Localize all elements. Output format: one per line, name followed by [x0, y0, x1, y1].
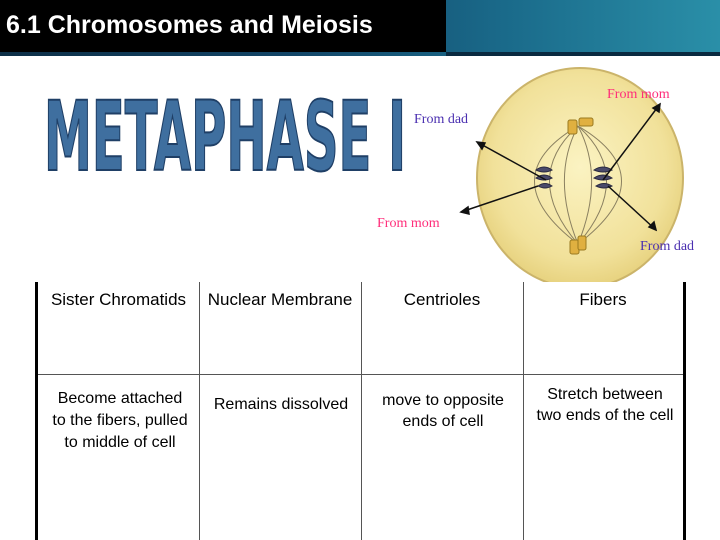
table-header-centrioles: Centrioles: [403, 290, 481, 309]
table-cell-centrioles: move to opposite ends of cell: [382, 392, 504, 430]
metaphase-title-text: METAPHASE I: [44, 81, 406, 178]
summary-table: [35, 282, 686, 540]
column-divider: [361, 282, 362, 540]
label-from-mom-top: From mom: [607, 87, 670, 102]
label-from-dad-bottom: From dad: [640, 239, 695, 254]
table-cell-fibers: Stretch between two ends of the cell: [536, 386, 674, 424]
column-divider: [199, 282, 200, 540]
label-from-mom-bottom: From mom: [377, 216, 440, 231]
table-header-sister-chromatids: Sister Chromatids: [50, 290, 187, 309]
table-header-nuclear-membrane: Nuclear Membrane: [207, 290, 353, 309]
table-cell-sister-chromatids: Become attached to the fibers, pulled to middle of cell: [52, 390, 188, 451]
table-header-fibers: Fibers: [579, 290, 627, 309]
slide-header-title: 6.1 Chromosomes and Meiosis: [0, 0, 446, 52]
table-cell-nuclear-membrane: Remains dissolved: [213, 396, 349, 413]
label-from-dad-top: From dad: [414, 112, 469, 127]
slide-header: [0, 0, 720, 56]
column-divider: [523, 282, 524, 540]
